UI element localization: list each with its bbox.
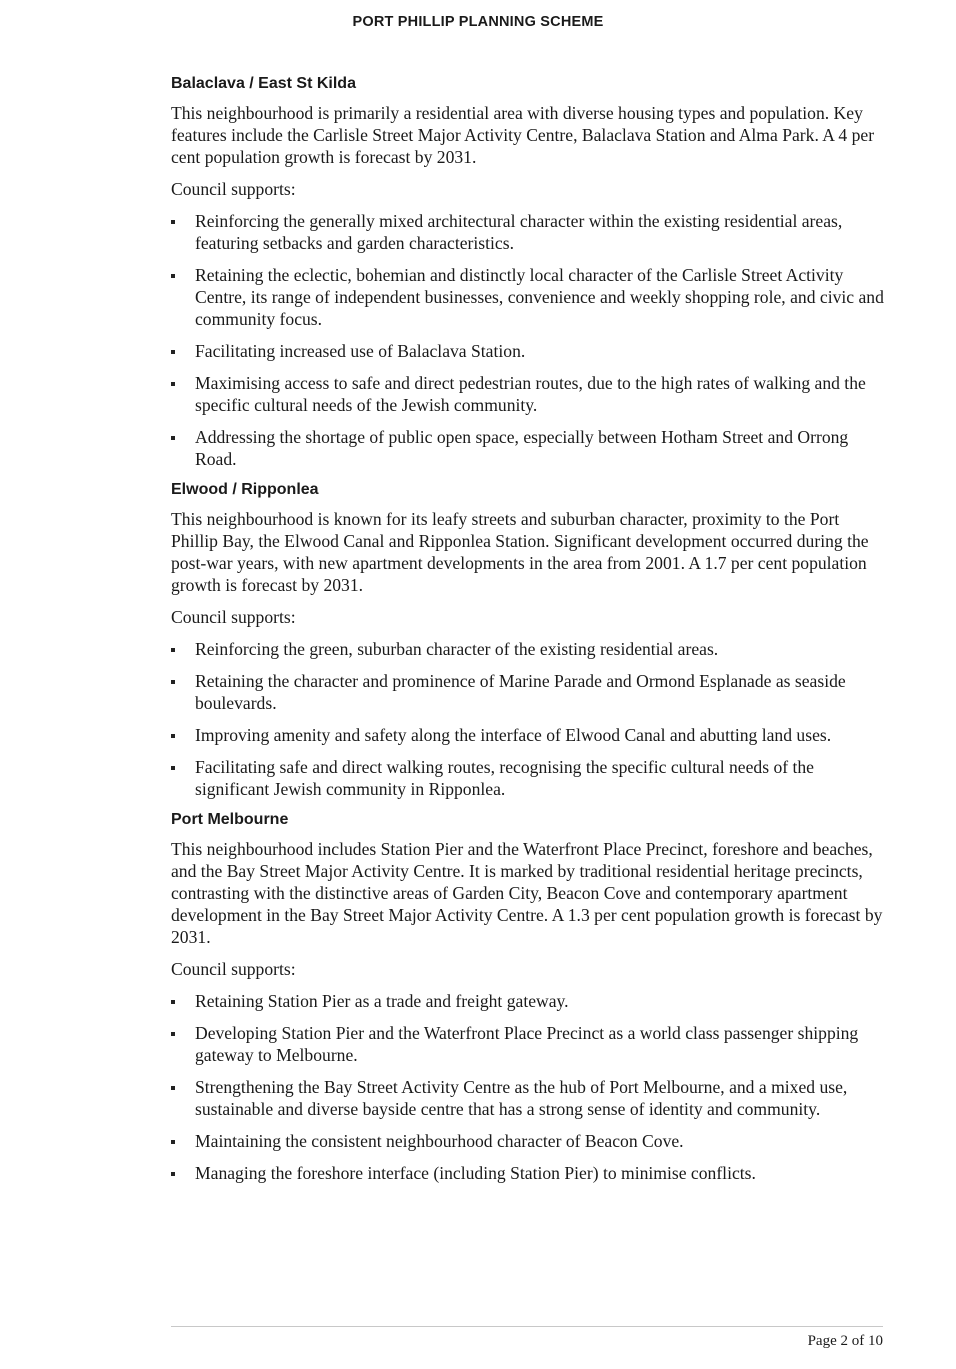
bullet-item <box>171 426 885 470</box>
section-heading: Port Melbourne <box>171 811 289 828</box>
bullet-text: Improving amenity and safety along the interface of Elwood Canal and abutting land uses. <box>195 725 832 745</box>
bullet-icon <box>171 1172 175 1176</box>
bullet-icon <box>171 350 175 354</box>
bullet-icon <box>171 220 175 224</box>
bullet-item <box>171 1076 885 1120</box>
bullet-icon <box>171 436 175 440</box>
bullet-icon <box>171 1086 175 1090</box>
bullet-item <box>171 372 885 416</box>
section-heading: Elwood / Ripponlea <box>171 481 319 498</box>
bullet-icon <box>171 766 175 770</box>
bullet-icon <box>171 734 175 738</box>
bullet-item <box>171 1022 885 1066</box>
bullet-item <box>171 638 885 660</box>
bullet-item <box>171 1130 885 1152</box>
bullet-text: Retaining the character and prominence of Marine Parade and Ormond Esplanade as seaside boulevards. <box>195 671 846 713</box>
bullet-text: Addressing the shortage of public open space, especially between Hotham Street and Orrong Road. <box>195 427 849 469</box>
bullet-item <box>171 210 885 254</box>
bullet-item <box>171 724 885 746</box>
bullet-icon <box>171 1032 175 1036</box>
bullet-text: Managing the foreshore interface (including Station Pier) to minimise conflicts. <box>195 1163 756 1183</box>
bullet-item <box>171 990 885 1012</box>
bullet-text: Retaining Station Pier as a trade and freight gateway. <box>195 991 569 1011</box>
section-port-melbourne <box>171 810 885 1184</box>
section-elwood <box>171 480 885 800</box>
bullet-list <box>171 990 885 1184</box>
bullet-icon <box>171 648 175 652</box>
section-paragraph: This neighbourhood is known for its leafy streets and suburban character, proximity to the Port Phillip Bay, the Elwood Canal and Ripponlea Station. Significant development occurred during the post-war years, with new apartment developments in the area from 2001. A 1.7 per cent population growth is forecast by 2031. <box>171 509 869 595</box>
bullet-item <box>171 264 885 330</box>
bullet-icon <box>171 1000 175 1004</box>
section-paragraph: This neighbourhood includes Station Pier and the Waterfront Place Precinct, foreshore and beaches, and the Bay Street Major Activity Centre. It is marked by traditional residential heritage precincts, contrasting with the distinctive areas of Garden City, Beacon Cove and contemporary apartment development in the Bay Street Major Activity Centre. A 1.3 per cent population growth is forecast by 2031. <box>171 839 883 947</box>
bullet-text: Retaining the eclectic, bohemian and distinctly local character of the Carlisle Street Activity Centre, its range of independent businesses, convenience and weekly shopping role, and civic and community focus. <box>195 265 884 329</box>
bullet-text: Reinforcing the generally mixed architectural character within the existing residential areas, featuring setbacks and garden characteristics. <box>195 211 843 253</box>
bullet-text: Maximising access to safe and direct pedestrian routes, due to the high rates of walking and the specific cultural needs of the Jewish community. <box>195 373 866 415</box>
bullet-text: Strengthening the Bay Street Activity Centre as the hub of Port Melbourne, and a mixed use, sustainable and diverse bayside centre that has a strong sense of identity and community. <box>195 1077 848 1119</box>
council-supports-label: Council supports: <box>171 179 296 199</box>
section-balaclava <box>171 74 885 470</box>
council-supports-label: Council supports: <box>171 959 296 979</box>
bullet-item <box>171 670 885 714</box>
council-supports-label: Council supports: <box>171 607 296 627</box>
page-number: Page 2 of 10 <box>807 1333 883 1349</box>
section-paragraph: This neighbourhood is primarily a residential area with diverse housing types and population. Key features include the Carlisle Street Major Activity Centre, Balaclava Station and Alma Park. A 4 per cent population growth is forecast by 2031. <box>171 103 875 167</box>
bullet-list <box>171 210 885 470</box>
bullet-text: Facilitating increased use of Balaclava Station. <box>195 341 526 361</box>
bullet-icon <box>171 274 175 278</box>
bullet-item <box>171 340 885 362</box>
bullet-list <box>171 638 885 800</box>
bullet-item <box>171 756 885 800</box>
bullet-text: Maintaining the consistent neighbourhood character of Beacon Cove. <box>195 1131 684 1151</box>
bullet-item <box>171 1162 885 1184</box>
bullet-icon <box>171 1140 175 1144</box>
bullet-icon <box>171 382 175 386</box>
bullet-text: Reinforcing the green, suburban character of the existing residential areas. <box>195 639 719 659</box>
bullet-text: Facilitating safe and direct walking routes, recognising the specific cultural needs of the significant Jewish community in Ripponlea. <box>195 757 814 799</box>
document-body <box>171 74 885 1194</box>
bullet-icon <box>171 680 175 684</box>
footer-divider <box>171 1326 883 1327</box>
section-heading: Balaclava / East St Kilda <box>171 75 356 92</box>
bullet-text: Developing Station Pier and the Waterfront Place Precinct as a world class passenger shipping gateway to Melbourne. <box>195 1023 859 1065</box>
page-header: PORT PHILLIP PLANNING SCHEME <box>352 14 604 30</box>
